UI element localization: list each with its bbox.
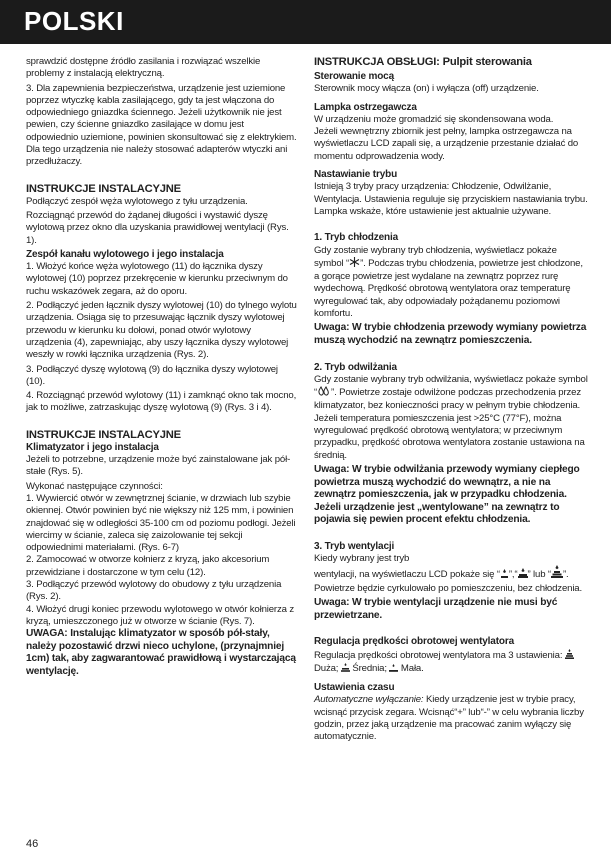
install2-paragraph-2: Wykonać następujące czynności:: [26, 480, 163, 492]
exhaust-step-3: 3. Podłączyć dyszę wylotową (9) do łącznika dyszy wylotowej (10).: [26, 363, 278, 387]
speed-low-icon: [389, 664, 398, 676]
dehum-text-a: Gdy zostanie wybrany tryb odwilżania, wyświetlacz pokaże symbol: [314, 373, 588, 385]
mode-title: Nastawianie trybu: [314, 169, 398, 181]
speed-title: Regulacja prędkości obrotowej wentylatora: [314, 636, 515, 648]
dehum-text: Gdy zostanie wybrany tryb odwilżania, wyświetlacz pokaże symbol “ ”. Powietrze zostaje odwilżone podczas przechodzenia przez klimatyzator, bez konieczności pracy w pełnym trybie chłodzenia. Jeżeli temperatura pomieszczenia jest >25°C (77°F), można wyregulować prędkość obrotową wentylatora; w przeciwnym przypadku, prędkość obrotowa wentylatora zostanie ustawiona na średnią.: [314, 373, 588, 461]
page-number: 46: [26, 838, 39, 850]
fan-high-icon: [551, 565, 563, 582]
speed-text-d: Mała.: [400, 662, 424, 674]
cooling-warning: Uwaga: W trybie chłodzenia przewody wymiany powietrza muszą wychodzić na zewnątrz pomieszczenia.: [314, 322, 587, 346]
exhaust-step-2: 2. Podłączyć jeden łącznik dyszy wylotowej (10) do tylnego wylotu urządzenia. Osiąga się to przesuwając łącznik dyszy wylotowej przewodu w kierunku ku dołowi, ponad otwór wylotowy urządzenia (4), zapewniając, aby uszy łącznika dyszy wylotowej weszły w rowki łącznika urządzenia (Rys. 2).: [26, 300, 297, 361]
control-panel-heading: INSTRUKCJA OBSŁUGI: Pulpit sterowania: [314, 56, 532, 68]
intro-paragraph-2: 3. Dla zapewnienia bezpieczeństwa, urządzenie jest uziemione poprzez wtyczkę kabla zasilającego, gdy ta jest włączona do odpowiedniego gniazdka ściennego. Jeżeli użytkownik nie jest pewien, czy ścienne gniazdko zasilające w domu jest odpowiednio uziemione, powinien skonsultować się z elektrykiem. Dla tego urządzenia nie należy stosować adapterów wtyczki ani przedłużaczy.: [26, 82, 297, 168]
power-text: Sterownik mocy włącza (on) i wyłącza (off) urządzenie.: [314, 83, 539, 95]
vent-title: 3. Tryb wentylacji: [314, 540, 395, 552]
speed-text: [314, 649, 588, 677]
power-title: Sterowanie mocą: [314, 71, 395, 82]
install1-paragraph-1: Podłączyć zespół węża wylotowego z tyłu urządzenia.: [26, 195, 248, 207]
vent-text: [314, 553, 588, 583]
speed-high-icon: [565, 649, 574, 663]
lamp-title: Lampka ostrzegawcza: [314, 101, 417, 113]
install-heading-1: INSTRUKCJE INSTALACYJNE: [26, 182, 181, 195]
cooling-text-a: Gdy zostanie wybrany tryb chłodzenia, wyświetlacz pokaże symbol: [314, 244, 557, 269]
vent-text-a: Kiedy wybrany jest tryb: [314, 553, 410, 565]
install2-step-3: 3. Podłączyć przewód wylotowy do obudowy z tyłu urządzenia (Rys. 2).: [26, 578, 282, 603]
exhaust-step-4: 4. Rozciągnąć przewód wylotowy (11) i zamknąć okno tak mocno, jak to możliwe, zatrzaskując dyszę wylotową (9) (Rys. 3 i 4).: [26, 390, 297, 414]
install2-step-1: 1. Wywiercić otwór w zewnętrznej ścianie, w drzwiach lub szybie okiennej. Otwór powinien być nie większy niż 125 mm, i powinien znajdować się w odległości 35-100 cm od poziomu podłogi. Jeżeli wiercimy w ścianie, zaleca się zaizolowanie tej sekcji odpowiednimi materiałami. (Rys. 6-7): [26, 492, 296, 554]
exhaust-subheading: Zespół kanału wylotowego i jego instalacja: [26, 248, 224, 260]
vent-text-f: Powietrze będzie cyrkulowało po pomieszczeniu, bez chłodzenia.: [314, 582, 583, 594]
right-column: [314, 56, 588, 746]
speed-text-a: Regulacja prędkości obrotowej wentylatora ma 3 ustawienia:: [314, 649, 563, 661]
vent-text-b: wentylacji, na wyświetlaczu LCD pokaże się “: [314, 569, 500, 581]
exhaust-step-1: 1. Włożyć końce węża wylotowego (11) do łącznika dyszy wylotowej (10) poprzez przekręcenie w kierunku przeciwnym do ruchu wskazówek zegara, aż do oporu.: [26, 261, 288, 297]
dehum-text-b: ”. Powietrze zostaje odwilżone podczas przechodzenia przez klimatyzator, bez konieczności pracy w pełnym trybie chłodzenia. Jeżeli temperatura pomieszczenia jest >25°C (77°F), można wyregulować prędkość obrotową wentylatora; w przeciwnym przypadku, prędkość obrotowa wentylatora zostanie ustawiona na średnią.: [314, 387, 585, 461]
timer-label: Automatyczne wyłączanie:: [314, 694, 424, 706]
mode-text: Istnieją 3 tryby pracy urządzenia: Chłodzenie, Odwilżanie, Wentylacja. Ustawienia reguluje się przyciskiem nastawiania trybu. Lampka wskaże, które ustawienie jest aktualnie używane.: [314, 181, 588, 217]
install2-step-2: 2. Zamocować w otworze kołnierz z kryzą, jako akcesorium przewidziane i dostarczone w tym celu (12).: [26, 554, 270, 578]
header-bar: [0, 0, 611, 44]
cooling-text-b: ”. Podczas trybu chłodzenia, powietrze jest chłodzone, a gorące powietrze jest wydalane na zewnątrz poprzez rurę wydechową. Prędkość obrotową wentylatora oraz temperaturę wyregulować tak, aby odpowiadały pożądanemu poziomowi komfortu.: [314, 257, 583, 320]
timer-text: [314, 694, 588, 743]
install2-paragraph-1: Jeżeli to potrzebne, urządzenie może być zainstalowane jak pół-stałe (Rys. 5).: [26, 454, 291, 478]
aircon-install-subheading: Klimatyzator i jego instalacja: [26, 441, 159, 453]
cooling-text: Gdy zostanie wybrany tryb chłodzenia, wyświetlacz pokaże symbol “ ”. Podczas trybu chłodzenia, powietrze jest chłodzone, a gorące powietrze jest wydalane na zewnątrz poprzez rurę wydechową. Prędkość obrotową wentylatora oraz temperaturę wyregulować tak, aby odpowiadały pożądanemu poziomowi komfortu.: [314, 244, 583, 320]
install-warning: UWAGA: Instalując klimatyzator w sposób pół-stały, należy pozostawić drzwi nieco uchylone, (przynajmniej 1cm) tak, aby zagwarantować prawidłową i wystarczającą wentylację.: [26, 628, 296, 677]
snowflake-icon: [349, 257, 360, 271]
dehum-title: 2. Tryb odwilżania: [314, 361, 397, 373]
vent-text-e: ”.: [562, 569, 569, 581]
install1-paragraph-2: Rozciągnąć przewód do żądanej długości i wystawić dyszę wylotową przez okno dla uzyskania prawidłowej wentylacji (Rys. 1).: [26, 209, 289, 246]
vent-warning: Uwaga: W trybie wentylacji urządzenie nie musi być przewietrzane.: [314, 597, 558, 621]
timer-title: Ustawienia czasu: [314, 682, 395, 694]
lamp-text-1: W urządzeniu może gromadzić się skondensowana woda.: [314, 113, 554, 125]
droplet-icon: [317, 386, 331, 400]
lamp-text-2: Jeżeli wewnętrzny zbiornik jest pełny, lampka ostrzegawcza na wyświetlaczu LCD zapali się, a urządzenie przestanie działać do momentu odprowadzenia wody.: [314, 126, 579, 162]
page-language-title: POLSKI: [24, 6, 124, 36]
vent-text-d: ” lub “: [527, 569, 551, 581]
speed-text-c: Średnia;: [352, 662, 387, 674]
fan-low-icon: [500, 569, 509, 582]
left-column: [26, 56, 298, 681]
speed-medium-icon: [341, 663, 350, 676]
cooling-title: 1. Tryb chłodzenia: [314, 232, 398, 244]
vent-text-c: ”,“: [508, 569, 518, 581]
fan-medium-icon: [518, 568, 528, 582]
install-heading-2: INSTRUKCJE INSTALACYJNE: [26, 428, 181, 441]
speed-text-b: Duża;: [314, 662, 339, 674]
dehum-warning: Uwaga: W trybie odwilżania przewody wymiany ciepłego powietrza muszą wychodzić do wewnątrz, a nie na zewnątrz pomieszczenia, jak w przypadku chłodzenia. Jeżeli urządzenie jest „wentylowane” na zewnątrz to pojawia się pewien procent efektu chłodzenia.: [314, 463, 580, 526]
install2-step-4: 4. Włożyć drugi koniec przewodu wylotowego w otwór kołnierza z kryzą, umieszczonego już w otworze w ścianie (Rys. 7).: [26, 603, 294, 627]
intro-paragraph-1: sprawdzić dostępne źródło zasilania i rozwiązać wszelkie problemy z instalacją elektryczną.: [26, 56, 261, 80]
timer-body: Kiedy urządzenie jest w trybie pracy, wcisnąć przycisk zegara. Wcisnąć“+” lub“-” w celu wybrania liczby godzin, przez jaką urządzenie ma pracować zanim wyłączy się automatycznie.: [314, 694, 584, 743]
